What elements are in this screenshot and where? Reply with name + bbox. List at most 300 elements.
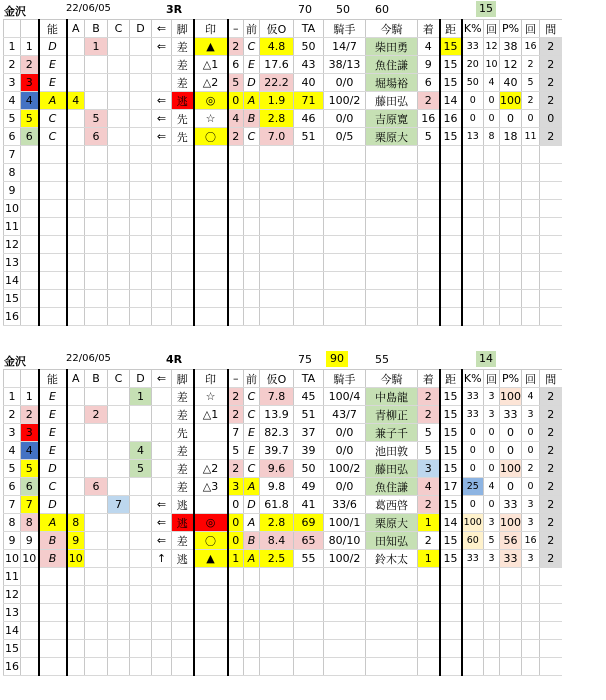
header-value-2: 90 [326, 351, 348, 367]
cell-provisional-odds [260, 146, 294, 164]
column-header-distance: 距 [440, 20, 462, 38]
cell-distance [440, 272, 462, 290]
cell-col-d: 5 [130, 460, 152, 478]
cell-col-a [67, 38, 85, 56]
cell-interval: 2 [540, 388, 562, 406]
cell-k-percent [462, 586, 484, 604]
cell-ability: D [39, 460, 67, 478]
cell-jockey-rate: 100/2 [324, 550, 366, 568]
cell-p-percent [500, 254, 522, 272]
cell-p-percent [500, 586, 522, 604]
cell-count-1: 4 [484, 74, 500, 92]
cell-col-a [67, 622, 85, 640]
entry-row [4, 532, 562, 550]
cell-finish [418, 640, 440, 658]
cell-jockey-rate [324, 568, 366, 586]
cell-p-percent [500, 658, 522, 676]
cell-dash: 0 [228, 92, 244, 110]
cell-row-number: 7 [4, 146, 21, 164]
entry-row [4, 496, 562, 514]
cell-dash: 2 [228, 388, 244, 406]
cell-col-c [108, 218, 130, 236]
cell-ability: D [39, 38, 67, 56]
cell-p-percent: 38 [500, 38, 522, 56]
race-date: 22/06/05 [66, 3, 111, 14]
cell-count-2: 4 [522, 388, 540, 406]
cell-k-percent: 0 [462, 424, 484, 442]
race-header [0, 350, 606, 369]
cell-distance: 15 [440, 388, 462, 406]
cell-running-style [172, 236, 194, 254]
cell-ta: 51 [294, 128, 324, 146]
cell-col-a [67, 568, 85, 586]
cell-row-number: 14 [4, 622, 21, 640]
entry-row [4, 640, 562, 658]
cell-ability: E [39, 74, 67, 92]
cell-post-number [21, 182, 39, 200]
column-header-current-jockey: 今騎 [366, 20, 418, 38]
cell-col-b [85, 182, 108, 200]
cell-ability: E [39, 406, 67, 424]
header-distance: 14 [476, 351, 496, 367]
cell-col-b [85, 622, 108, 640]
entry-row [4, 182, 562, 200]
cell-current-jockey [366, 236, 418, 254]
cell-current-jockey: 兼子千 [366, 424, 418, 442]
cell-row-number: 12 [4, 236, 21, 254]
cell-ta: 46 [294, 110, 324, 128]
column-header-col-d: D [130, 20, 152, 38]
cell-current-jockey: 魚住謙 [366, 56, 418, 74]
cell-post-number: 5 [21, 110, 39, 128]
column-header-ta: TA [294, 20, 324, 38]
column-header-col-a: A [67, 20, 85, 38]
cell-interval [540, 146, 562, 164]
cell-ta [294, 272, 324, 290]
cell-jockey-rate [324, 272, 366, 290]
cell-jockey-rate [324, 308, 366, 326]
cell-arrow [152, 460, 172, 478]
cell-running-style [172, 586, 194, 604]
cell-dash: 7 [228, 424, 244, 442]
cell-provisional-odds: 2.8 [260, 110, 294, 128]
cell-current-jockey: 藤田弘 [366, 460, 418, 478]
race-date: 22/06/05 [66, 353, 111, 364]
entry-row [4, 388, 562, 406]
cell-col-d [130, 514, 152, 532]
cell-row-number: 1 [4, 388, 21, 406]
cell-col-b [85, 442, 108, 460]
cell-arrow [152, 308, 172, 326]
cell-current-jockey: 鈴木太 [366, 550, 418, 568]
cell-count-2 [522, 200, 540, 218]
cell-arrow [152, 478, 172, 496]
cell-col-c: 7 [108, 496, 130, 514]
cell-ta: 49 [294, 478, 324, 496]
cell-running-style: 逃 [172, 92, 194, 110]
cell-col-c [108, 550, 130, 568]
cell-post-number: 6 [21, 128, 39, 146]
column-header-arrow: ⇐ [152, 370, 172, 388]
cell-previous: B [244, 532, 260, 550]
cell-p-percent [500, 290, 522, 308]
cell-interval: 2 [540, 532, 562, 550]
cell-ta: 51 [294, 406, 324, 424]
cell-provisional-odds [260, 622, 294, 640]
column-header-jockey-rate: 騎手 [324, 20, 366, 38]
cell-jockey-rate: 0/0 [324, 74, 366, 92]
cell-col-c [108, 272, 130, 290]
column-header-provisional-odds: 仮O [260, 370, 294, 388]
cell-distance [440, 622, 462, 640]
cell-finish [418, 658, 440, 676]
entry-row [4, 308, 562, 326]
cell-jockey-rate: 0/0 [324, 442, 366, 460]
cell-p-percent: 0 [500, 424, 522, 442]
cell-finish [418, 604, 440, 622]
cell-count-2 [522, 182, 540, 200]
entry-row [4, 622, 562, 640]
cell-mark [194, 442, 228, 460]
cell-previous: E [244, 424, 260, 442]
cell-col-b [85, 658, 108, 676]
header-value-1: 75 [298, 353, 312, 366]
cell-arrow [152, 424, 172, 442]
cell-mark: ◎ [194, 92, 228, 110]
cell-col-d [130, 478, 152, 496]
cell-col-b [85, 604, 108, 622]
cell-finish: 16 [418, 110, 440, 128]
cell-arrow [152, 254, 172, 272]
cell-count-2 [522, 236, 540, 254]
cell-col-b [85, 290, 108, 308]
cell-k-percent [462, 254, 484, 272]
cell-k-percent: 33 [462, 38, 484, 56]
cell-mark: 〇 [194, 532, 228, 550]
cell-distance [440, 308, 462, 326]
cell-count-1: 0 [484, 424, 500, 442]
column-header-col-c: C [108, 20, 130, 38]
cell-arrow [152, 74, 172, 92]
cell-finish: 4 [418, 38, 440, 56]
cell-dash [228, 164, 244, 182]
cell-dash [228, 146, 244, 164]
cell-col-d [130, 550, 152, 568]
cell-col-a [67, 658, 85, 676]
cell-col-d [130, 254, 152, 272]
cell-k-percent: 60 [462, 532, 484, 550]
column-header-row-number [4, 20, 21, 38]
cell-col-b: 6 [85, 478, 108, 496]
cell-col-d [130, 568, 152, 586]
cell-count-1: 4 [484, 478, 500, 496]
cell-dash: 4 [228, 110, 244, 128]
cell-arrow [152, 272, 172, 290]
cell-col-c [108, 604, 130, 622]
cell-provisional-odds: 1.9 [260, 92, 294, 110]
cell-provisional-odds: 8.4 [260, 532, 294, 550]
cell-ability: B [39, 550, 67, 568]
cell-previous [244, 568, 260, 586]
cell-finish [418, 236, 440, 254]
race-3r-section [0, 0, 606, 326]
cell-finish [418, 568, 440, 586]
cell-count-1: 3 [484, 514, 500, 532]
column-header-post-number [21, 20, 39, 38]
cell-col-b [85, 56, 108, 74]
cell-finish: 2 [418, 496, 440, 514]
cell-finish: 2 [418, 388, 440, 406]
cell-current-jockey: 吉原寛 [366, 110, 418, 128]
column-header-count-2: 回 [522, 370, 540, 388]
cell-count-2: 5 [522, 74, 540, 92]
header-value-2: 50 [336, 3, 350, 16]
cell-previous [244, 218, 260, 236]
cell-k-percent [462, 604, 484, 622]
cell-current-jockey [366, 308, 418, 326]
cell-row-number: 14 [4, 272, 21, 290]
cell-previous: C [244, 128, 260, 146]
cell-count-2 [522, 308, 540, 326]
cell-distance [440, 164, 462, 182]
entry-row [4, 236, 562, 254]
cell-ta [294, 568, 324, 586]
entry-row [4, 110, 562, 128]
cell-arrow: ⇐ [152, 514, 172, 532]
column-header-jockey-rate: 騎手 [324, 370, 366, 388]
cell-current-jockey: 魚住謙 [366, 478, 418, 496]
cell-count-1 [484, 604, 500, 622]
cell-ability: A [39, 514, 67, 532]
cell-jockey-rate [324, 200, 366, 218]
cell-row-number: 11 [4, 568, 21, 586]
cell-count-2 [522, 640, 540, 658]
cell-col-a [67, 74, 85, 92]
cell-col-d [130, 128, 152, 146]
cell-distance [440, 254, 462, 272]
cell-current-jockey: 青柳正 [366, 406, 418, 424]
cell-arrow [152, 406, 172, 424]
cell-finish [418, 146, 440, 164]
cell-count-2: 2 [522, 460, 540, 478]
cell-previous: E [244, 442, 260, 460]
cell-count-1 [484, 658, 500, 676]
cell-finish: 2 [418, 406, 440, 424]
entry-row [4, 164, 562, 182]
cell-jockey-rate [324, 586, 366, 604]
cell-provisional-odds [260, 254, 294, 272]
cell-previous: C [244, 388, 260, 406]
cell-ta [294, 146, 324, 164]
cell-distance: 15 [440, 38, 462, 56]
cell-arrow: ⇐ [152, 38, 172, 56]
header-value-1: 70 [298, 3, 312, 16]
entry-row [4, 514, 562, 532]
cell-current-jockey [366, 290, 418, 308]
cell-col-b [85, 460, 108, 478]
cell-ta: 41 [294, 496, 324, 514]
cell-post-number: 2 [21, 406, 39, 424]
cell-dash: 1 [228, 550, 244, 568]
cell-p-percent: 100 [500, 388, 522, 406]
cell-ability [39, 182, 67, 200]
header-distance: 15 [476, 1, 496, 17]
cell-provisional-odds [260, 604, 294, 622]
cell-post-number: 7 [21, 496, 39, 514]
column-header-running-style: 脚 [172, 20, 194, 38]
cell-running-style [172, 146, 194, 164]
cell-p-percent [500, 604, 522, 622]
cell-mark [194, 658, 228, 676]
cell-p-percent [500, 200, 522, 218]
cell-post-number [21, 622, 39, 640]
cell-row-number: 2 [4, 56, 21, 74]
cell-mark [194, 496, 228, 514]
cell-col-d [130, 640, 152, 658]
cell-arrow: ⇐ [152, 128, 172, 146]
cell-count-1: 12 [484, 38, 500, 56]
cell-interval [540, 254, 562, 272]
cell-interval: 0 [540, 110, 562, 128]
cell-running-style: 差 [172, 460, 194, 478]
cell-interval [540, 658, 562, 676]
cell-col-d [130, 200, 152, 218]
cell-k-percent: 0 [462, 442, 484, 460]
cell-k-percent: 0 [462, 460, 484, 478]
cell-interval: 2 [540, 514, 562, 532]
entry-row [4, 272, 562, 290]
cell-running-style: 差 [172, 406, 194, 424]
cell-col-b: 2 [85, 406, 108, 424]
cell-col-d [130, 658, 152, 676]
entry-row [4, 200, 562, 218]
cell-ability: E [39, 388, 67, 406]
cell-running-style [172, 640, 194, 658]
cell-k-percent [462, 182, 484, 200]
cell-col-d [130, 74, 152, 92]
cell-k-percent [462, 146, 484, 164]
entry-row [4, 424, 562, 442]
cell-col-a [67, 146, 85, 164]
cell-finish [418, 164, 440, 182]
cell-finish [418, 200, 440, 218]
cell-dash: 2 [228, 38, 244, 56]
cell-ta: 43 [294, 56, 324, 74]
cell-ability: D [39, 496, 67, 514]
entry-row [4, 604, 562, 622]
cell-count-1: 10 [484, 56, 500, 74]
cell-jockey-rate [324, 604, 366, 622]
cell-mark: 〇 [194, 128, 228, 146]
cell-count-1 [484, 146, 500, 164]
cell-finish [418, 254, 440, 272]
cell-arrow [152, 164, 172, 182]
cell-distance [440, 586, 462, 604]
cell-running-style [172, 568, 194, 586]
cell-col-a [67, 182, 85, 200]
column-header-ta: TA [294, 370, 324, 388]
cell-row-number: 4 [4, 92, 21, 110]
entry-row [4, 128, 562, 146]
cell-count-1 [484, 200, 500, 218]
cell-p-percent [500, 622, 522, 640]
cell-row-number: 13 [4, 254, 21, 272]
cell-interval: 2 [540, 460, 562, 478]
venue-label: 金沢 [4, 355, 26, 368]
cell-current-jockey [366, 182, 418, 200]
column-header-count-2: 回 [522, 20, 540, 38]
cell-dash [228, 236, 244, 254]
cell-provisional-odds: 61.8 [260, 496, 294, 514]
cell-post-number: 1 [21, 388, 39, 406]
cell-col-d [130, 496, 152, 514]
cell-mark [194, 272, 228, 290]
column-header-previous: 前 [244, 20, 260, 38]
cell-count-2 [522, 568, 540, 586]
cell-ta [294, 164, 324, 182]
cell-running-style: 逃 [172, 496, 194, 514]
cell-ability [39, 200, 67, 218]
column-header-col-d: D [130, 370, 152, 388]
cell-previous [244, 254, 260, 272]
cell-ability: C [39, 110, 67, 128]
cell-col-a [67, 128, 85, 146]
cell-interval [540, 640, 562, 658]
cell-current-jockey: 堀場裕 [366, 74, 418, 92]
cell-ta: 40 [294, 74, 324, 92]
cell-finish [418, 272, 440, 290]
entries-table [3, 369, 562, 676]
cell-ability [39, 218, 67, 236]
cell-ta [294, 182, 324, 200]
cell-post-number [21, 200, 39, 218]
column-header-count-1: 回 [484, 20, 500, 38]
cell-jockey-rate [324, 218, 366, 236]
cell-running-style [172, 218, 194, 236]
cell-col-c [108, 56, 130, 74]
cell-previous: A [244, 514, 260, 532]
cell-provisional-odds [260, 640, 294, 658]
cell-interval [540, 308, 562, 326]
cell-previous: A [244, 478, 260, 496]
cell-provisional-odds: 4.8 [260, 38, 294, 56]
cell-distance: 15 [440, 442, 462, 460]
cell-col-a [67, 424, 85, 442]
cell-k-percent: 13 [462, 128, 484, 146]
cell-provisional-odds: 13.9 [260, 406, 294, 424]
cell-ability [39, 622, 67, 640]
cell-finish: 5 [418, 424, 440, 442]
entry-row [4, 478, 562, 496]
cell-current-jockey [366, 164, 418, 182]
cell-current-jockey: 田知弘 [366, 532, 418, 550]
cell-arrow [152, 640, 172, 658]
cell-distance: 17 [440, 478, 462, 496]
cell-count-2: 2 [522, 92, 540, 110]
cell-interval [540, 586, 562, 604]
cell-previous [244, 146, 260, 164]
cell-dash: 0 [228, 532, 244, 550]
cell-col-b [85, 640, 108, 658]
cell-dash [228, 272, 244, 290]
cell-col-d [130, 604, 152, 622]
cell-running-style: 差 [172, 74, 194, 92]
cell-mark [194, 622, 228, 640]
cell-p-percent: 33 [500, 550, 522, 568]
cell-col-b [85, 424, 108, 442]
cell-k-percent [462, 218, 484, 236]
cell-col-d [130, 308, 152, 326]
